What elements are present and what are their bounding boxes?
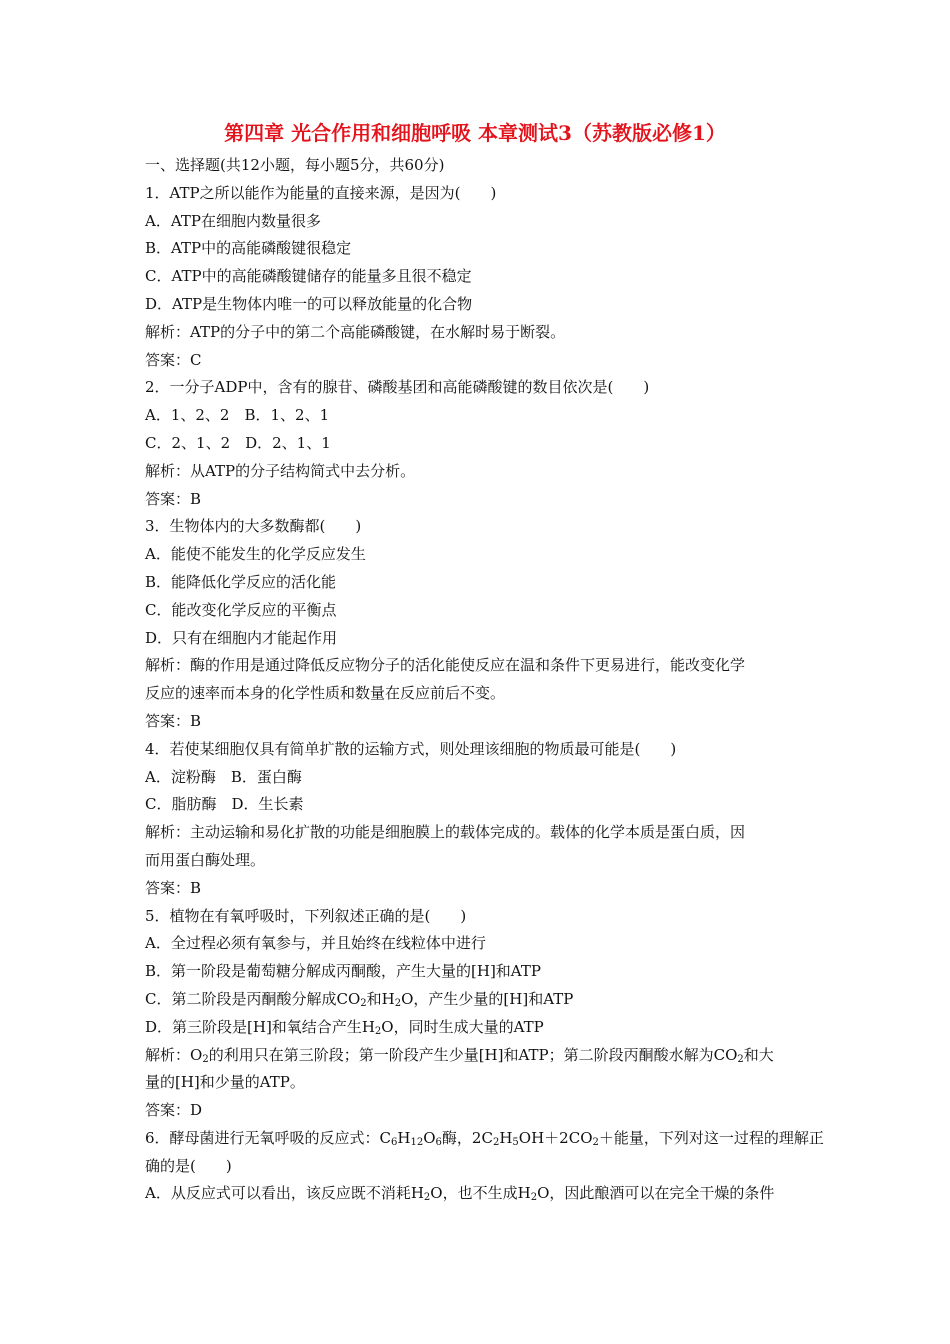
question-3-option-c: C．能改变化学反应的平衡点: [145, 600, 337, 619]
document-title: 第四章 光合作用和细胞呼吸 本章测试3（苏教版必修1）: [224, 121, 726, 145]
question-5-option-a: A．全过程必须有氧参与，并且始终在线粒体中进行: [145, 934, 486, 953]
question-5-analysis-line-1: 解析：$O_2$的利用只在第三阶段；第一阶段产生少量[H]和ATP；第二阶段丙酮酸水解为$CO_2$和大: [145, 1045, 774, 1065]
question-1-option-c: C．ATP中的高能磷酸键储存的能量多且很不稳定: [145, 267, 472, 286]
question-3-analysis-line-1: 解析：酶的作用是通过降低反应物分子的活化能使反应在温和条件下更易进行，能改变化学: [145, 656, 746, 675]
question-2-answer: 答案：B: [145, 489, 202, 508]
question-4-answer: 答案：B: [145, 878, 202, 897]
question-4-options-ab: A．淀粉酶 B．蛋白酶: [145, 767, 302, 786]
question-2-analysis: 解析：从ATP的分子结构简式中去分析。: [145, 461, 416, 480]
question-5-option-b: B．第一阶段是葡萄糖分解成丙酮酸，产生大量的[H]和ATP: [145, 962, 541, 981]
question-6-stem-line-1: 6．酵母菌进行无氧呼吸的反应式：$C_6H_{12}O_6$酶，$2C_2H_5OH+2CO_2+$能量，下列对这一过程的理解正: [145, 1128, 824, 1148]
question-3-option-b: B．能降低化学反应的活化能: [145, 572, 337, 591]
question-1-option-a: A．ATP在细胞内数量很多: [145, 211, 321, 230]
question-1-option-d: D．ATP是生物体内唯一的可以释放能量的化合物: [145, 294, 473, 313]
document-body: [145, 152, 824, 1208]
question-3-option-a: A．能使不能发生的化学反应发生: [145, 545, 366, 564]
question-3-answer: 答案：B: [145, 711, 202, 730]
question-4-options-cd: C．脂肪酶 D．生长素: [145, 795, 304, 814]
question-6-option-a: A．从反应式可以看出，该反应既不消耗$H_2O$，也不生成$H_2O$，因此酿酒可以在完全干燥的条件: [145, 1184, 775, 1204]
question-4-analysis-line-2: 而用蛋白酶处理。: [145, 850, 266, 869]
question-2-stem: 2．一分子ADP中，含有的腺苷、磷酸基团和高能磷酸键的数目依次是( ): [145, 378, 650, 397]
question-1-option-b: B．ATP中的高能磷酸键很稳定: [145, 239, 352, 258]
question-3-option-d: D．只有在细胞内才能起作用: [145, 628, 338, 647]
question-5-answer: 答案：D: [145, 1101, 203, 1120]
question-3-analysis-line-2: 反应的速率而本身的化学性质和数量在反应前后不变。: [145, 684, 506, 703]
question-5-analysis-line-2: 量的[H]和少量的ATP。: [145, 1073, 305, 1092]
question-5-option-d: D．第三阶段是[H]和氧结合产生$H_2O$，同时生成大量的ATP: [145, 1017, 544, 1037]
question-6-stem-line-2: 确的是( ): [145, 1156, 232, 1175]
question-5-stem: 5．植物在有氧呼吸时，下列叙述正确的是( ): [145, 906, 467, 925]
section-heading: 一、选择题(共12小题，每小题5分，共60分): [145, 156, 445, 174]
question-1-analysis: 解析：ATP的分子中的第二个高能磷酸键，在水解时易于断裂。: [145, 322, 566, 341]
question-2-options-ab: A．1、2、2 B．1、2、1: [145, 406, 330, 425]
question-5-option-c: C．第二阶段是丙酮酸分解成$CO_2$和$H_2O$，产生少量的[H]和ATP: [145, 989, 574, 1009]
question-1-stem: 1．ATP之所以能作为能量的直接来源，是因为( ): [145, 183, 497, 202]
question-1-answer: 答案：C: [145, 350, 202, 369]
question-4-analysis-line-1: 解析：主动运输和易化扩散的功能是细胞膜上的载体完成的。载体的化学本质是蛋白质，因: [145, 823, 746, 842]
question-4-stem: 4．若使某细胞仅具有简单扩散的运输方式，则处理该细胞的物质最可能是( ): [145, 739, 677, 758]
question-2-options-cd: C．2、1、2 D．2、1、1: [145, 433, 331, 452]
question-3-stem: 3．生物体内的大多数酶都( ): [145, 517, 362, 536]
